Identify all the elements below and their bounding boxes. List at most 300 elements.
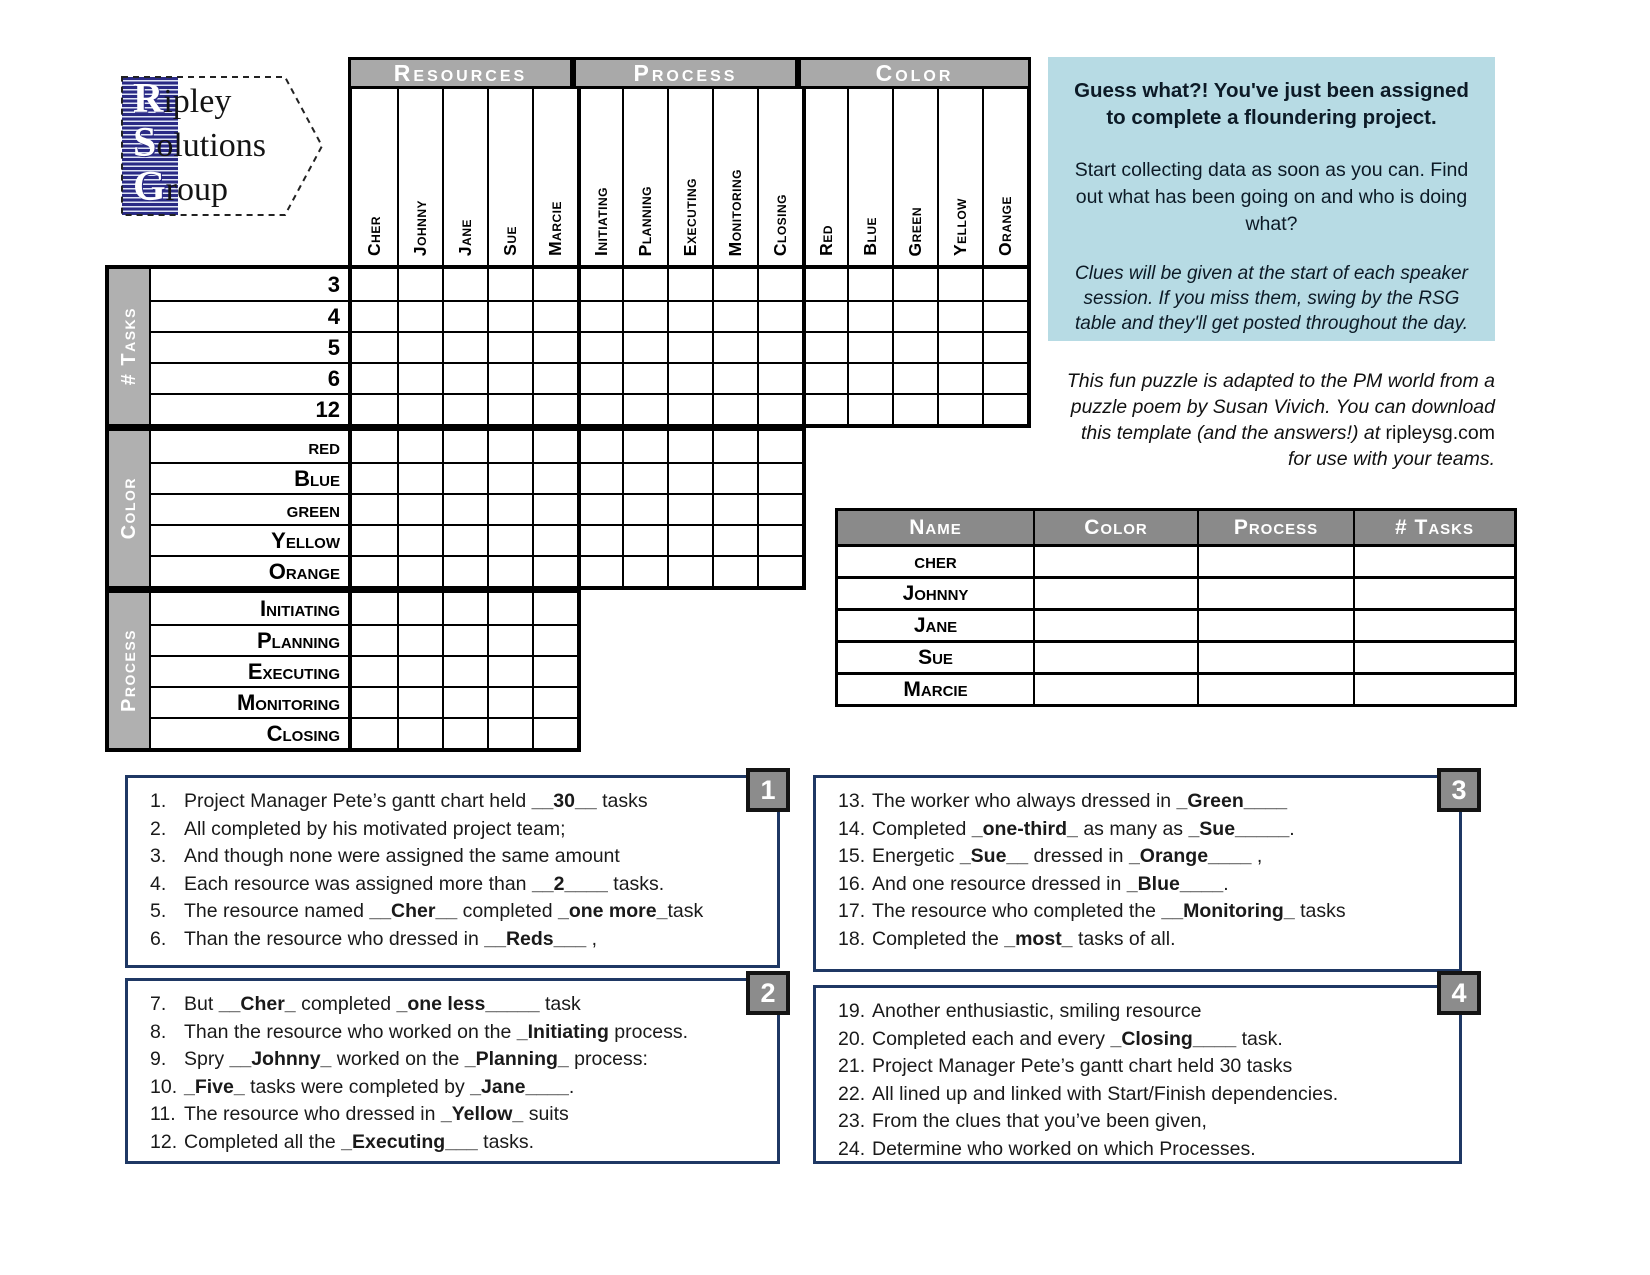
grid-cell[interactable]	[532, 555, 577, 586]
grid-cell[interactable]	[352, 655, 397, 686]
clue-text: Completed all the _Executing___ tasks.	[184, 1130, 535, 1153]
clue-number: 5.	[150, 900, 167, 922]
clue-8	[128, 1019, 777, 1047]
grid-cell[interactable]	[442, 493, 487, 524]
credit-note-line: This fun puzzle is adapted to the PM world from a	[1066, 370, 1495, 392]
grid-cell[interactable]	[712, 362, 757, 393]
grid-cell[interactable]	[802, 331, 847, 362]
clue-text: Another enthusiastic, smiling resource	[872, 1000, 1202, 1022]
grid-cell[interactable]	[937, 300, 982, 331]
grid-cell[interactable]	[622, 524, 667, 555]
column-label-text: Marcie	[545, 201, 565, 256]
grid-cell[interactable]	[577, 462, 622, 493]
grid-cell[interactable]	[667, 269, 712, 300]
column-label-executing	[667, 89, 712, 265]
clue-text: Completed _one-third_ as many as _Sue_____.	[872, 817, 1295, 840]
row-label-3: 3	[149, 269, 352, 300]
grid-cell[interactable]	[532, 269, 577, 300]
clue-text: Project Manager Pete’s gantt chart held 30 tasks	[872, 1055, 1293, 1077]
clue-box-number-badge-1: 1	[746, 768, 790, 812]
clue-number: 8.	[150, 1020, 167, 1043]
answer-cell-sue-color[interactable]	[1033, 640, 1197, 672]
info-heading: Guess what?! You've just been assigned to complete a floundering project.	[1074, 79, 1469, 129]
grid-cell[interactable]	[712, 300, 757, 331]
row-label-blue: Blue	[149, 462, 352, 493]
grid-cell[interactable]	[397, 624, 442, 655]
clue-number: 1.	[150, 790, 167, 812]
grid-cell[interactable]	[397, 655, 442, 686]
grid-cell[interactable]	[487, 524, 532, 555]
grid-cell[interactable]	[577, 269, 622, 300]
clue-number: 4.	[150, 872, 167, 895]
grid-cell[interactable]	[712, 555, 757, 586]
grid-cell[interactable]	[487, 686, 532, 717]
grid-cell[interactable]	[487, 393, 532, 424]
grid-cell[interactable]	[352, 493, 397, 524]
answer-table	[835, 508, 1517, 707]
grid-cell[interactable]	[487, 717, 532, 748]
clue-number: 22.	[838, 1082, 866, 1105]
row-label-4: 4	[149, 300, 352, 331]
credit-note-line: this template (and the answers!) at ripleysg.com	[1080, 422, 1495, 444]
clue-text: Than the resource who worked on the _Initiating process.	[184, 1020, 688, 1043]
clue-number: 14.	[838, 817, 866, 840]
grid-cell[interactable]	[442, 431, 487, 462]
answer-header-name: Name	[838, 511, 1033, 544]
credit-note-line: for use with your teams.	[1288, 448, 1495, 470]
clue-text: The resource named __Cher__ completed _one more_task	[184, 900, 704, 922]
grid-cell[interactable]	[667, 362, 712, 393]
grid-cell[interactable]	[622, 493, 667, 524]
grid-cell[interactable]	[757, 431, 802, 462]
grid-cell[interactable]	[352, 524, 397, 555]
ripley-solutions-group-logo	[120, 75, 326, 217]
column-label-jane	[442, 89, 487, 265]
answer-header-process: Process	[1197, 511, 1353, 544]
clue-text: The resource who dressed in _Yellow_ suits	[184, 1103, 569, 1125]
clue-number: 16.	[838, 872, 866, 895]
grid-cell[interactable]	[397, 717, 442, 748]
column-label-text: Sue	[500, 226, 520, 256]
answer-cell-cher-process[interactable]	[1197, 544, 1353, 576]
answer-header-tasks: # Tasks	[1353, 511, 1514, 544]
column-label-text: Orange	[995, 196, 1015, 256]
grid-cell[interactable]	[352, 300, 397, 331]
puzzle-band-tasks	[105, 265, 1031, 428]
grid-cell[interactable]	[352, 555, 397, 586]
row-group-label-tasks	[109, 269, 149, 424]
clue-number: 13.	[838, 790, 866, 812]
grid-cell[interactable]	[622, 362, 667, 393]
grid-cell[interactable]	[757, 493, 802, 524]
grid-cell[interactable]	[847, 300, 892, 331]
column-group-header-color: Color	[798, 57, 1031, 89]
clue-13	[816, 788, 1459, 816]
grid-cell[interactable]	[937, 362, 982, 393]
answer-cell-jane-color[interactable]	[1033, 608, 1197, 640]
clue-box-2	[125, 978, 780, 1164]
clue-text: Completed each and every _Closing____ task.	[872, 1027, 1283, 1050]
grid-cell[interactable]	[352, 686, 397, 717]
clue-2	[128, 816, 777, 844]
grid-cell[interactable]	[532, 300, 577, 331]
grid-cell[interactable]	[667, 524, 712, 555]
grid-cell[interactable]	[487, 462, 532, 493]
grid-cell[interactable]	[667, 300, 712, 331]
info-italic-note: Clues will be given at the start of each speaker session. If you miss them, swing by the RSG table and they'll get posted throughout the day.	[1074, 263, 1469, 334]
clue-text: From the clues that you’ve been given,	[872, 1110, 1207, 1132]
grid-cell[interactable]	[892, 362, 937, 393]
clue-number: 18.	[838, 927, 866, 950]
answer-cell-sue-tasks[interactable]	[1353, 640, 1514, 672]
clue-22	[816, 1081, 1459, 1109]
grid-cell[interactable]	[532, 493, 577, 524]
row-group-label-text: Process	[117, 629, 140, 712]
answer-cell-marcie-process[interactable]	[1197, 672, 1353, 704]
grid-cell[interactable]	[757, 300, 802, 331]
clue-19	[816, 998, 1459, 1026]
grid-cell[interactable]	[622, 269, 667, 300]
clue-7	[128, 991, 777, 1019]
grid-cell[interactable]	[352, 593, 397, 624]
row-group-label-text: Color	[117, 477, 140, 540]
grid-cell[interactable]	[622, 393, 667, 424]
grid-cell[interactable]	[982, 300, 1027, 331]
column-label-marcie	[532, 89, 577, 265]
grid-cell[interactable]	[442, 462, 487, 493]
answer-cell-cher-tasks[interactable]	[1353, 544, 1514, 576]
grid-cell[interactable]	[847, 269, 892, 300]
clue-text: The resource who completed the __Monitoring_ tasks	[872, 900, 1346, 922]
grid-cell[interactable]	[532, 624, 577, 655]
grid-cell[interactable]	[532, 655, 577, 686]
column-group-header-resources: Resources	[348, 57, 573, 89]
grid-cell[interactable]	[352, 624, 397, 655]
logo-line-solutions: Solutions	[133, 120, 266, 166]
clue-box-4	[813, 985, 1462, 1164]
clue-box-number-badge-3: 3	[1437, 768, 1481, 812]
clue-text: Completed the _most_ tasks of all.	[872, 927, 1176, 950]
grid-cell[interactable]	[442, 686, 487, 717]
column-group-header-process: Process	[573, 57, 798, 89]
grid-cell[interactable]	[757, 393, 802, 424]
grid-cell[interactable]	[577, 331, 622, 362]
grid-cell[interactable]	[442, 524, 487, 555]
clue-text: Energetic _Sue__ dressed in _Orange____ ,	[872, 845, 1263, 867]
grid-cell[interactable]	[577, 300, 622, 331]
grid-cell[interactable]	[712, 269, 757, 300]
clue-number: 23.	[838, 1110, 866, 1132]
row-label-executing: Executing	[149, 655, 352, 686]
grid-cell[interactable]	[847, 331, 892, 362]
answer-name-marcie: Marcie	[838, 672, 1033, 704]
grid-cell[interactable]	[757, 331, 802, 362]
grid-cell[interactable]	[712, 493, 757, 524]
clue-box-1	[125, 775, 780, 968]
logo-pennant-outline	[120, 75, 326, 217]
clue-text: _Five_ tasks were completed by _Jane____.	[184, 1075, 575, 1098]
clue-15	[816, 843, 1459, 871]
grid-cell[interactable]	[667, 393, 712, 424]
clue-text: The worker who always dressed in _Green____	[872, 790, 1288, 812]
grid-cell[interactable]	[487, 431, 532, 462]
column-label-yellow	[937, 89, 982, 265]
grid-cell[interactable]	[757, 524, 802, 555]
clue-18	[816, 926, 1459, 954]
grid-cell[interactable]	[532, 462, 577, 493]
grid-cell[interactable]	[667, 331, 712, 362]
clue-box-3	[813, 775, 1462, 972]
grid-cell[interactable]	[712, 431, 757, 462]
grid-cell[interactable]	[397, 393, 442, 424]
answer-name-johnny: Johnny	[838, 576, 1033, 608]
grid-cell[interactable]	[442, 300, 487, 331]
grid-cell[interactable]	[622, 331, 667, 362]
clue-10	[128, 1074, 777, 1102]
logo-line-ripley: Ripley	[133, 76, 232, 122]
column-label-band	[348, 89, 1031, 265]
grid-cell[interactable]	[532, 593, 577, 624]
grid-cell[interactable]	[577, 493, 622, 524]
grid-cell[interactable]	[892, 393, 937, 424]
grid-cell[interactable]	[532, 362, 577, 393]
column-label-text: Red	[816, 225, 836, 256]
grid-cell[interactable]	[397, 593, 442, 624]
grid-cell[interactable]	[397, 555, 442, 586]
grid-cell[interactable]	[757, 269, 802, 300]
answer-cell-cher-color[interactable]	[1033, 544, 1197, 576]
grid-cell[interactable]	[667, 431, 712, 462]
clue-box-number-badge-4: 4	[1437, 971, 1481, 1015]
grid-cell[interactable]	[352, 269, 397, 300]
credit-note-url: ripleysg.com	[1385, 422, 1495, 444]
info-body: Start collecting data as soon as you can. Find out what has been going on and who is doing what?	[1074, 159, 1469, 235]
grid-cell[interactable]	[982, 331, 1027, 362]
clue-16	[816, 871, 1459, 899]
row-group-label-color	[109, 431, 149, 586]
column-label-text: Blue	[860, 217, 880, 256]
grid-cell[interactable]	[397, 524, 442, 555]
row-label-12: 12	[149, 393, 352, 424]
grid-cell[interactable]	[532, 686, 577, 717]
grid-cell[interactable]	[397, 462, 442, 493]
grid-cell[interactable]	[487, 493, 532, 524]
grid-cell[interactable]	[937, 331, 982, 362]
answer-name-cher: cher	[838, 544, 1033, 576]
answer-cell-jane-tasks[interactable]	[1353, 608, 1514, 640]
grid-cell[interactable]	[622, 555, 667, 586]
grid-cell[interactable]	[757, 462, 802, 493]
answer-cell-jane-process[interactable]	[1197, 608, 1353, 640]
grid-cell[interactable]	[442, 331, 487, 362]
clue-number: 11.	[150, 1103, 176, 1125]
clue-text: Spry __Johnny_ worked on the _Planning_ process:	[184, 1048, 648, 1070]
grid-cell[interactable]	[487, 331, 532, 362]
clue-number: 6.	[150, 927, 167, 950]
column-label-text: Johnny	[410, 199, 430, 256]
grid-cell[interactable]	[577, 362, 622, 393]
grid-cell[interactable]	[487, 269, 532, 300]
grid-cell[interactable]	[847, 362, 892, 393]
grid-cell[interactable]	[442, 393, 487, 424]
grid-cell[interactable]	[397, 431, 442, 462]
column-label-blue	[847, 89, 892, 265]
answer-cell-marcie-color[interactable]	[1033, 672, 1197, 704]
grid-cell[interactable]	[532, 393, 577, 424]
grid-cell[interactable]	[397, 686, 442, 717]
grid-cell[interactable]	[442, 362, 487, 393]
answer-name-sue: Sue	[838, 640, 1033, 672]
grid-cell[interactable]	[847, 393, 892, 424]
clue-number: 2.	[150, 817, 167, 840]
row-label-monitoring: Monitoring	[149, 686, 352, 717]
row-label-orange: Orange	[149, 555, 352, 586]
clue-12	[128, 1129, 777, 1157]
grid-cell[interactable]	[937, 269, 982, 300]
column-label-cher	[352, 89, 397, 265]
column-label-initiating	[577, 89, 622, 265]
column-label-sue	[487, 89, 532, 265]
answer-cell-johnny-color[interactable]	[1033, 576, 1197, 608]
grid-cell[interactable]	[532, 717, 577, 748]
grid-cell[interactable]	[667, 493, 712, 524]
grid-cell[interactable]	[622, 300, 667, 331]
grid-cell[interactable]	[577, 393, 622, 424]
grid-cell[interactable]	[352, 331, 397, 362]
grid-cell[interactable]	[487, 624, 532, 655]
grid-cell[interactable]	[442, 555, 487, 586]
grid-cell[interactable]	[352, 717, 397, 748]
grid-cell[interactable]	[802, 269, 847, 300]
grid-cell[interactable]	[442, 624, 487, 655]
grid-cell[interactable]	[442, 593, 487, 624]
clue-text: All completed by his motivated project team;	[184, 817, 566, 840]
grid-cell[interactable]	[622, 462, 667, 493]
puzzle-band-color	[105, 427, 806, 590]
grid-cell[interactable]	[487, 362, 532, 393]
grid-cell[interactable]	[397, 331, 442, 362]
column-label-text: Yellow	[950, 198, 970, 256]
column-label-closing	[757, 89, 802, 265]
column-label-monitoring	[712, 89, 757, 265]
answer-header-color: Color	[1033, 511, 1197, 544]
clue-9	[128, 1046, 777, 1074]
grid-cell[interactable]	[352, 462, 397, 493]
column-label-text: Planning	[635, 185, 655, 256]
grid-cell[interactable]	[397, 300, 442, 331]
grid-cell[interactable]	[892, 331, 937, 362]
answer-cell-johnny-tasks[interactable]	[1353, 576, 1514, 608]
row-label-green: green	[149, 493, 352, 524]
grid-cell[interactable]	[667, 462, 712, 493]
clue-number: 20.	[838, 1027, 866, 1050]
grid-cell[interactable]	[712, 462, 757, 493]
column-label-green	[892, 89, 937, 265]
grid-cell[interactable]	[982, 269, 1027, 300]
grid-cell[interactable]	[352, 393, 397, 424]
grid-cell[interactable]	[757, 555, 802, 586]
credit-note-line: puzzle poem by Susan Vivich. You can download	[1070, 396, 1495, 418]
grid-cell[interactable]	[442, 269, 487, 300]
clue-number: 15.	[838, 845, 866, 867]
grid-cell[interactable]	[397, 493, 442, 524]
column-label-johnny	[397, 89, 442, 265]
clue-number: 12.	[150, 1130, 178, 1153]
grid-cell[interactable]	[937, 393, 982, 424]
grid-cell[interactable]	[397, 269, 442, 300]
grid-cell[interactable]	[352, 362, 397, 393]
clue-text: Than the resource who dressed in __Reds___ ,	[184, 927, 598, 950]
grid-cell[interactable]	[577, 555, 622, 586]
grid-cell[interactable]	[802, 393, 847, 424]
clue-text: Determine who worked on which Processes.	[872, 1137, 1256, 1160]
answer-cell-johnny-process[interactable]	[1197, 576, 1353, 608]
grid-cell[interactable]	[442, 717, 487, 748]
clue-24	[816, 1136, 1459, 1164]
column-label-text: Monitoring	[725, 168, 745, 256]
grid-cell[interactable]	[892, 300, 937, 331]
grid-cell[interactable]	[532, 524, 577, 555]
grid-cell[interactable]	[577, 524, 622, 555]
credit-note	[1020, 368, 1495, 472]
answer-cell-sue-process[interactable]	[1197, 640, 1353, 672]
grid-cell[interactable]	[712, 331, 757, 362]
grid-cell[interactable]	[622, 431, 667, 462]
clue-number: 17.	[838, 900, 866, 922]
grid-cell[interactable]	[487, 655, 532, 686]
row-label-yellow: Yellow	[149, 524, 352, 555]
grid-cell[interactable]	[532, 331, 577, 362]
clue-17	[816, 898, 1459, 926]
clue-number: 10.	[150, 1075, 178, 1098]
grid-cell[interactable]	[487, 300, 532, 331]
clue-box-number-badge-2: 2	[746, 971, 790, 1015]
column-label-text: Closing	[770, 193, 790, 256]
grid-cell[interactable]	[487, 555, 532, 586]
row-label-6: 6	[149, 362, 352, 393]
clue-3	[128, 843, 777, 871]
grid-cell[interactable]	[487, 593, 532, 624]
clue-text: Each resource was assigned more than __2____ tasks.	[184, 872, 665, 895]
clue-number: 21.	[838, 1055, 866, 1077]
grid-cell[interactable]	[802, 300, 847, 331]
grid-cell[interactable]	[712, 524, 757, 555]
clue-23	[816, 1108, 1459, 1136]
grid-cell[interactable]	[712, 393, 757, 424]
row-label-red: red	[149, 431, 352, 462]
clue-number: 7.	[150, 993, 167, 1015]
clue-11	[128, 1101, 777, 1129]
clue-number: 19.	[838, 1000, 866, 1022]
column-label-planning	[622, 89, 667, 265]
grid-cell[interactable]	[352, 431, 397, 462]
answer-cell-marcie-tasks[interactable]	[1353, 672, 1514, 704]
grid-cell[interactable]	[532, 431, 577, 462]
grid-cell[interactable]	[667, 555, 712, 586]
clue-number: 3.	[150, 845, 167, 867]
grid-cell[interactable]	[757, 362, 802, 393]
clue-text: And though none were assigned the same amount	[184, 845, 620, 867]
grid-cell[interactable]	[442, 655, 487, 686]
row-label-planning: Planning	[149, 624, 352, 655]
grid-cell[interactable]	[892, 269, 937, 300]
grid-cell[interactable]	[397, 362, 442, 393]
grid-cell[interactable]	[577, 431, 622, 462]
grid-cell[interactable]	[802, 362, 847, 393]
puzzle-band-process	[105, 589, 581, 752]
clue-number: 9.	[150, 1048, 167, 1070]
answer-name-jane: Jane	[838, 608, 1033, 640]
